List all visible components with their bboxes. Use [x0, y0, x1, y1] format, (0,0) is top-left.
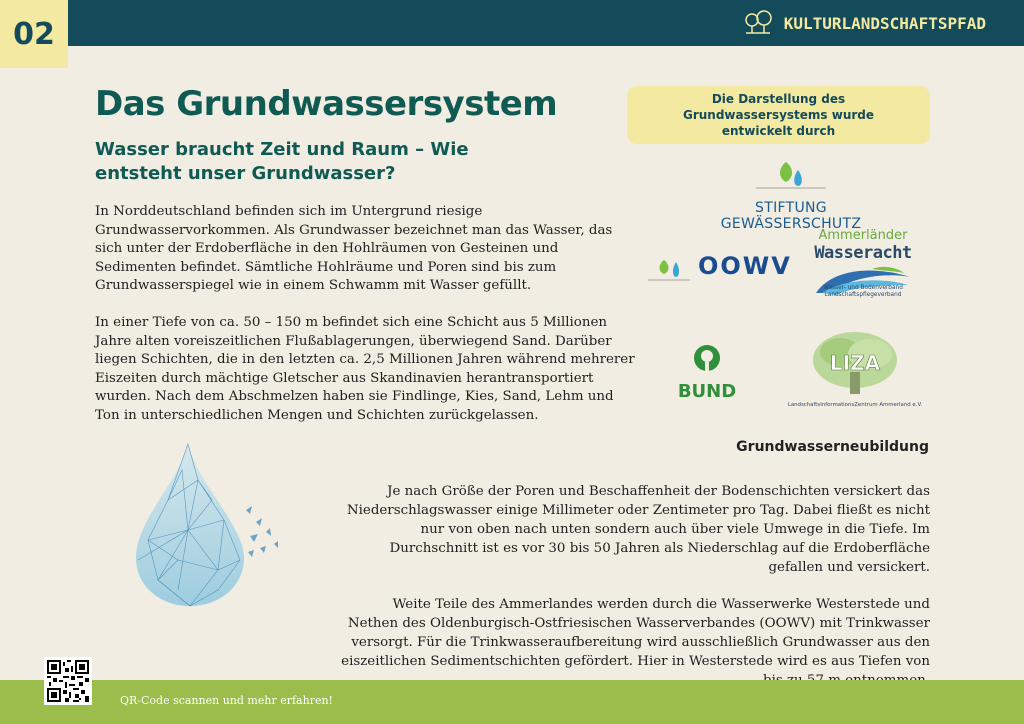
qr-code-icon	[47, 660, 89, 702]
trees-icon	[744, 10, 772, 36]
recharge-text	[340, 482, 930, 708]
paragraph: Je nach Größe der Poren und Beschaffenheit der Bodenschichten versickert das Niederschlagswasser einige Millimeter oder Zentimeter pro Tag. Dabei fließt es nicht nur von oben nach unten sondern auch über viele Umwege in die Tiefe. Im Durchschnitt ist es vor 30 bis 50 Jahren als Niederschlag auf die Erdoberfläche gefallen und versickert.	[346, 484, 930, 575]
trail-brand	[744, 0, 986, 46]
trail-name: KULTURLANDSCHAFTSPFAD	[783, 13, 986, 33]
bund-name: BUND	[677, 381, 737, 402]
credit-text: Die Darstellung des Grundwassersystems wurde entwickelt durch	[682, 92, 875, 138]
oowv-logo	[648, 250, 792, 282]
leaf-drop-icon	[756, 158, 826, 190]
liza-logo	[780, 330, 930, 408]
aw-line1: Ammerländer	[818, 228, 908, 243]
page-subtitle: Wasser braucht Zeit und Raum – Wie entsteht unser Grundwasser?	[95, 139, 469, 184]
oowv-name: OOWV	[698, 252, 792, 280]
leaf-drop-icon	[648, 250, 690, 282]
qr-code[interactable]	[44, 657, 92, 705]
page-title: Das Grundwassersystem	[95, 84, 558, 124]
liza-name: LIZA	[829, 351, 881, 375]
tree-icon	[810, 330, 900, 396]
sgs-name: STIFTUNG GEWÄSSERSCHUTZ	[720, 200, 862, 232]
station-number: 02	[0, 0, 68, 68]
paragraph: In Norddeutschland befinden sich im Untergrund riesige Grundwasservorkommen. Als Grundwasser bezeichnet man das Wasser, das sich unter der Erdoberfläche in den Hohlräumen von Gesteinen und Sedimenten befindet. Sämtliche Hohlräume und Poren sind bis zum Grundwasserspiegel wie in einem Schwamm mit Wasser gefüllt.	[95, 204, 613, 294]
header-bar	[0, 0, 1024, 46]
aw-line3: Wasser- und Bodenverband Landschaftspflegeverband	[823, 285, 903, 298]
section-heading: Grundwasserneubildung	[736, 439, 929, 455]
bund-tree-icon	[689, 343, 725, 379]
ammerlaender-wasseracht-logo	[812, 228, 914, 299]
water-drop-illustration	[128, 440, 288, 608]
paragraph: Weite Teile des Ammerlandes werden durch die Wasserwerke Westerstede und Nethen des Oldenburgisch-Ostfriesischen Wasserverbandes (OOWV) mit Trinkwasser versorgt. Für die Trinkwasseraufbereitung wird ausschließlich Grundwasser aus den eiszeitlichen Sedimentschichten gefördert. Hier in Westerstede wird es aus Tiefen von	[341, 597, 930, 669]
stiftung-gewaesserschutz-logo	[688, 158, 894, 232]
qr-label: QR-Code scannen und mehr erfahren!	[120, 694, 333, 707]
liza-subtitle: LandschaftsInformationsZentrum Ammerland e.V.	[787, 402, 923, 408]
credit-box	[627, 86, 930, 144]
paragraph: In einer Tiefe von ca. 50 – 150 m befindet sich eine Schicht aus 5 Millionen Jahre alten voreiszeitlichen Flußablagerungen, überwiegend Sand. Darüber liegen Schichten, die in den letzten ca. 2,5 Millionen Jahren während mehrerer Eiszeiten durch mächtige Gletscher aus Skandinavien herantransportiert wurden. Nach dem Abschmelzen haben sie Findlinge, Kies, Sand, Lehm und Ton in unterschiedlichen Mengen und Schichten zurückgelassen.	[95, 314, 635, 423]
bund-logo	[676, 343, 738, 402]
aw-line2: Wasseracht	[814, 243, 912, 263]
intro-text	[95, 203, 640, 444]
